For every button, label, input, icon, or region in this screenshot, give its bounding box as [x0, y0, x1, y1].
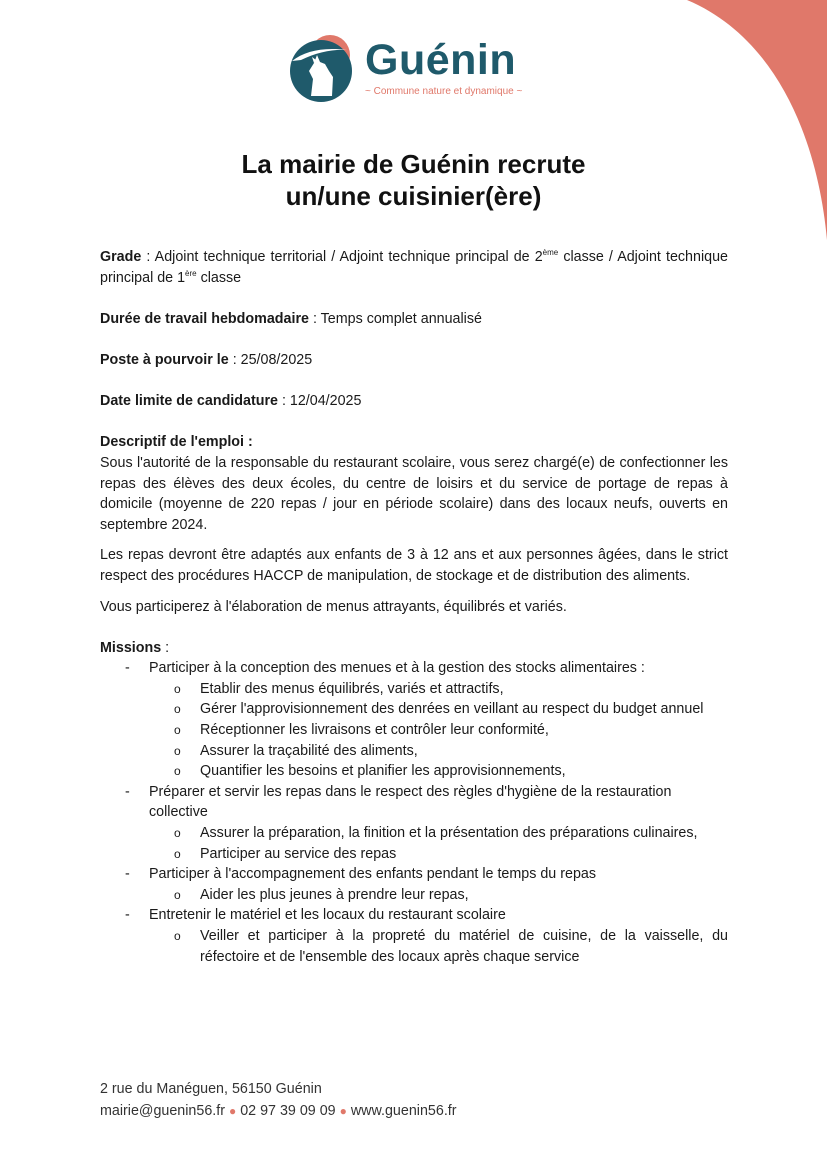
mission-subitem: o Assurer la traçabilité des aliments, [174, 742, 418, 759]
poste-value: : 25/08/2025 [228, 351, 313, 368]
duree-value: : Temps complet annualisé [308, 310, 482, 327]
separator-dot-icon: ● [339, 1104, 347, 1118]
mission-sublist [149, 885, 728, 906]
missions-list [100, 658, 728, 967]
title-line-2: un/une cuisinier(ère) [285, 181, 542, 211]
mission-subitem: o Quantifier les besoins et planifier les approvisionnements, [174, 763, 566, 780]
footer-phone[interactable]: 02 97 39 09 09 [240, 1103, 336, 1119]
poste-field [100, 350, 728, 371]
mission-subitem: o Veiller et participer à la propreté du matériel de cuisine, de la vaisselle, du réfectoire et de l'ensemble des locaux après chaque service [174, 928, 728, 965]
mission-subitem: o Participer au service des repas [174, 845, 397, 862]
descriptif-paragraph-2: Les repas devront être adaptés aux enfants de 3 à 12 ans et aux personnes âgées, dans le strict respect des procédures HACCP de manipulation, de stockage et de distribution des aliments. [100, 547, 728, 584]
mission-subitem: o Assurer la préparation, la finition et la présentation des préparations culinaires, [174, 825, 698, 842]
mission-subitem: o Etablir des menus équilibrés, variés et attractifs, [174, 680, 504, 697]
mission-item: - Participer à la conception des menues et à la gestion des stocks alimentaires : o Etablir des menus équilibrés, variés et attractifs, o Gérer l'approvisionnement des denrées en veillant au respect du budget annuel o Réceptionner les livraisons et contrôler leur conformité, o Assurer la traçabilité des aliments, o Quantifier les besoins et planifier les approvisionnements, [100, 658, 728, 782]
title-line-1: La mairie de Guénin recrute [241, 149, 586, 179]
mission-sublist [149, 823, 728, 864]
footer-website[interactable]: www.guenin56.fr [350, 1103, 457, 1119]
date-limite-label: Date limite de candidature [100, 393, 278, 410]
descriptif-paragraph-1: Sous l'autorité de la responsable du restaurant scolaire, vous serez chargé(e) de confectionner les repas des élèves des deux écoles, du centre de loisirs et du service de portage de repas à domicile (moyenne de 220 repas / jour en période scolaire) dans des locaux neufs, ouverts en septembre 2024. [100, 454, 728, 533]
duree-field [100, 309, 728, 330]
mission-subitem: o Réceptionner les livraisons et contrôler leur conformité, [174, 722, 549, 739]
missions-heading: Missions : [100, 639, 170, 656]
mission-sublist [149, 679, 728, 782]
poste-label: Poste à pourvoir le [100, 351, 229, 368]
wolf-logo-icon [287, 33, 359, 105]
footer-email[interactable]: mairie@guenin56.fr [100, 1103, 225, 1119]
footer-address: 2 rue du Manéguen, 56150 Guénin [100, 1081, 322, 1097]
footer [100, 1078, 457, 1122]
page-title [100, 148, 727, 212]
mission-item: - Préparer et servir les repas dans le respect des règles d'hygiène de la restauration collective o Assurer la préparation, la finition et la présentation des préparations culinaires, o Participer au service des repas [100, 782, 728, 864]
job-offer-body [100, 247, 728, 967]
mission-sublist [149, 926, 728, 967]
grade-label: Grade [100, 249, 142, 265]
guenin-logo [287, 33, 547, 105]
grade-field: Grade : Adjoint technique territorial / Adjoint technique principal de 2ème classe / Adjoint technique principal de 1ère classe [100, 248, 728, 286]
date-limite-field [100, 391, 728, 412]
mission-subitem: o Aider les plus jeunes à prendre leur repas, [174, 886, 469, 903]
mission-subitem: o Gérer l'approvisionnement des denrées en veillant au respect du budget annuel [174, 701, 704, 718]
logo-tagline: ~ Commune nature et dynamique ~ [365, 86, 523, 97]
logo-name: Guénin [365, 36, 517, 84]
separator-dot-icon: ● [228, 1104, 237, 1118]
mission-item: - Entretenir le matériel et les locaux du restaurant scolaire o Veiller et participer à la propreté du matériel de cuisine, de la vaisselle, du réfectoire et de l'ensemble des locaux après chaque service [100, 905, 728, 967]
descriptif-paragraph-3: Vous participerez à l'élaboration de menus attrayants, équilibrés et variés. [100, 598, 567, 615]
descriptif-heading: Descriptif de l'emploi : [100, 434, 253, 451]
date-limite-value: : 12/04/2025 [277, 393, 362, 410]
mission-item: - Participer à l'accompagnement des enfants pendant le temps du repas o Aider les plus jeunes à prendre leur repas, [100, 864, 728, 905]
duree-label: Durée de travail hebdomadaire [100, 310, 309, 327]
footer-contact [100, 1100, 457, 1122]
